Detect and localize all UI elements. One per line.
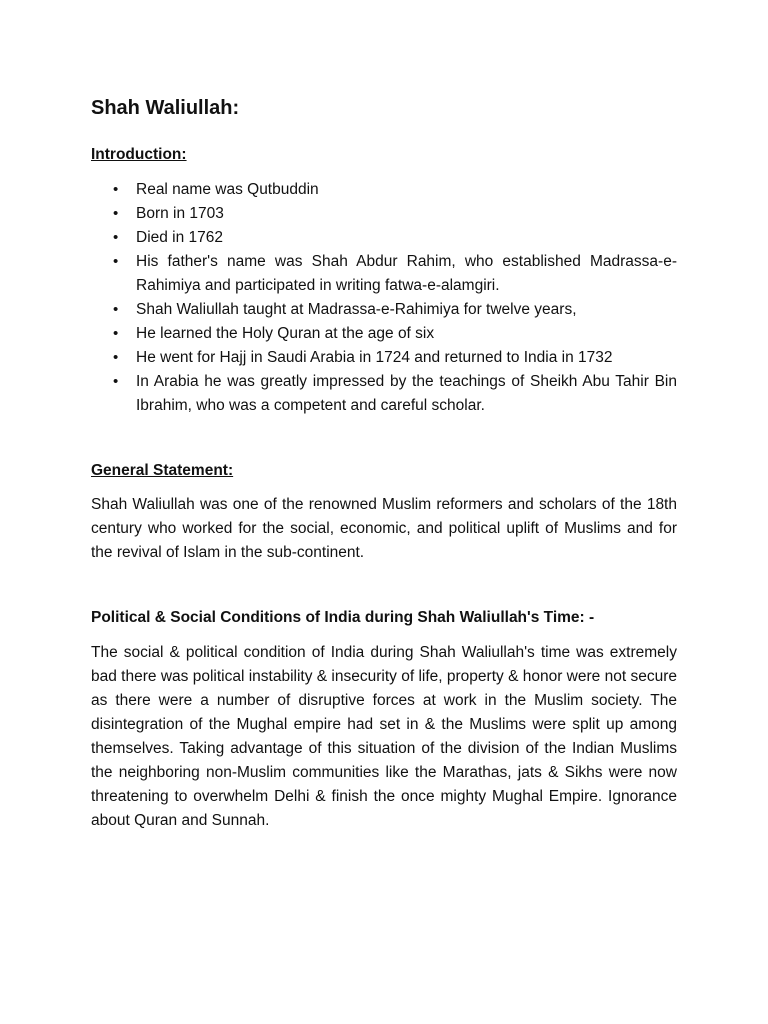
bullet-text: His father's name was Shah Abdur Rahim, who established Madrassa-e-Rahimiya and participated in writing fatwa-e-alamgiri. [136,253,677,294]
bullet-item [91,298,677,322]
introduction-heading: Introduction: [91,146,187,163]
bullet-text: Died in 1762 [136,229,224,246]
bullet-text: Born in 1703 [136,205,224,222]
bullet-text: He learned the Holy Quran at the age of six [136,325,435,342]
bullet-item [91,250,677,298]
conditions-heading: Political & Social Conditions of India during Shah Waliullah's Time: - [91,609,595,626]
general-statement-heading: General Statement: [91,462,234,479]
bullet-item [91,370,677,418]
bullet-item [91,322,677,346]
bullet-glyph: • [113,205,119,222]
bullet-glyph: • [113,325,119,342]
bullet-item [91,226,677,250]
bullet-text: He went for Hajj in Saudi Arabia in 1724 and returned to India in 1732 [136,349,613,366]
bullet-glyph: • [113,229,119,246]
bullet-text: In Arabia he was greatly impressed by the teachings of Sheikh Abu Tahir Bin Ibrahim, who was a competent and careful scholar. [136,373,677,414]
bullet-text: Real name was Qutbuddin [136,181,319,198]
general-statement-paragraph: Shah Waliullah was one of the renowned Muslim reformers and scholars of the 18th century who worked for the social, economic, and political uplift of Muslims and for the revival of Islam in the sub-continent. [91,496,677,561]
bullet-item [91,346,677,370]
bullet-item [91,202,677,226]
bullet-glyph: • [113,301,119,318]
document-title: Shah Waliullah: [91,97,240,119]
bullet-glyph: • [113,349,119,366]
introduction-bullet-list [91,178,677,418]
bullet-item [91,178,677,202]
bullet-text: Shah Waliullah taught at Madrassa-e-Rahimiya for twelve years, [136,301,577,318]
bullet-glyph: • [113,373,119,390]
bullet-glyph: • [113,253,119,270]
bullet-glyph: • [113,181,119,198]
conditions-paragraph: The social & political condition of India during Shah Waliullah's time was extremely bad there was political instability & insecurity of life, property & honor were not secure as there were a number of disruptive forces at work in the Muslim society. The disintegration of the Mughal empire had set in & the Muslims were split up among themselves. Taking advantage of this situation of the division of the Indian Muslims the neighboring non-Muslim communities like the Marathas, jats & Sikhs were now threatening to overwhelm Delhi & finish the once mighty Mughal Empire. Ignorance about Quran and Sunnah. [91,644,677,829]
